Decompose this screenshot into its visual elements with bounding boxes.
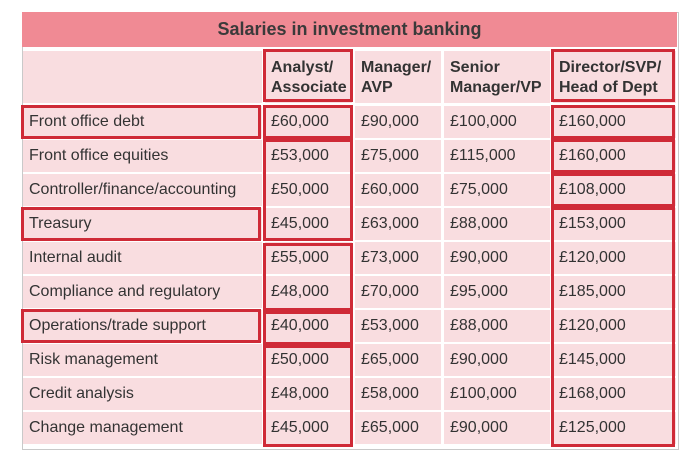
salary-cell: £45,000 bbox=[265, 208, 352, 240]
salary-cell: £145,000 bbox=[553, 344, 676, 376]
salary-cell: £120,000 bbox=[553, 310, 676, 342]
salary-cell: £53,000 bbox=[355, 310, 441, 342]
salary-cell: £75,000 bbox=[355, 140, 441, 172]
salary-cell: £50,000 bbox=[265, 344, 352, 376]
column-header-line: Director/SVP/ bbox=[559, 59, 662, 76]
salary-cell: £53,000 bbox=[265, 140, 352, 172]
salary-cell: £108,000 bbox=[553, 174, 676, 206]
salary-cell: £100,000 bbox=[444, 106, 550, 138]
row-label: Risk management bbox=[23, 344, 262, 376]
salary-cell: £70,000 bbox=[355, 276, 441, 308]
column-header-line: Senior bbox=[450, 59, 500, 76]
column-header bbox=[444, 51, 550, 103]
salary-cell: £185,000 bbox=[553, 276, 676, 308]
row-label: Front office equities bbox=[23, 140, 262, 172]
salary-cell: £125,000 bbox=[553, 412, 676, 444]
salary-cell: £90,000 bbox=[444, 344, 550, 376]
column-header-line: AVP bbox=[361, 79, 393, 96]
salary-cell: £55,000 bbox=[265, 242, 352, 274]
salary-cell: £50,000 bbox=[265, 174, 352, 206]
row-label: Credit analysis bbox=[23, 378, 262, 410]
row-label: Front office debt bbox=[23, 106, 262, 138]
salary-cell: £90,000 bbox=[355, 106, 441, 138]
salary-cell: £40,000 bbox=[265, 310, 352, 342]
salary-cell: £65,000 bbox=[355, 344, 441, 376]
salary-cell: £60,000 bbox=[355, 174, 441, 206]
salary-cell: £88,000 bbox=[444, 310, 550, 342]
salary-cell: £153,000 bbox=[553, 208, 676, 240]
salary-cell: £73,000 bbox=[355, 242, 441, 274]
salary-cell: £63,000 bbox=[355, 208, 441, 240]
column-header-line: Analyst/ bbox=[271, 59, 334, 76]
row-label: Internal audit bbox=[23, 242, 262, 274]
salary-cell: £160,000 bbox=[553, 106, 676, 138]
salary-cell: £90,000 bbox=[444, 412, 550, 444]
column-header bbox=[355, 51, 441, 103]
row-label: Controller/finance/accounting bbox=[23, 174, 262, 206]
salary-cell: £100,000 bbox=[444, 378, 550, 410]
salary-cell: £65,000 bbox=[355, 412, 441, 444]
salary-cell: £120,000 bbox=[553, 242, 676, 274]
column-header-line: Manager/ bbox=[361, 59, 432, 76]
salary-cell: £160,000 bbox=[553, 140, 676, 172]
column-header bbox=[553, 51, 676, 103]
row-label: Compliance and regulatory bbox=[23, 276, 262, 308]
column-header-line: Associate bbox=[271, 79, 347, 96]
salary-cell: £45,000 bbox=[265, 412, 352, 444]
header-blank-cell bbox=[23, 51, 262, 103]
row-label: Operations/trade support bbox=[23, 310, 262, 342]
salary-cell: £90,000 bbox=[444, 242, 550, 274]
salary-cell: £115,000 bbox=[444, 140, 550, 172]
salary-cell: £58,000 bbox=[355, 378, 441, 410]
column-header-line: Manager/VP bbox=[450, 79, 542, 96]
salary-cell: £88,000 bbox=[444, 208, 550, 240]
salary-cell: £168,000 bbox=[553, 378, 676, 410]
row-label: Treasury bbox=[23, 208, 262, 240]
salary-cell: £95,000 bbox=[444, 276, 550, 308]
salary-cell: £48,000 bbox=[265, 276, 352, 308]
column-header-line: Head of Dept bbox=[559, 79, 658, 96]
column-header bbox=[265, 51, 352, 103]
salary-cell: £60,000 bbox=[265, 106, 352, 138]
row-label: Change management bbox=[23, 412, 262, 444]
salary-cell: £48,000 bbox=[265, 378, 352, 410]
table-title: Salaries in investment banking bbox=[22, 12, 677, 47]
salary-cell: £75,000 bbox=[444, 174, 550, 206]
